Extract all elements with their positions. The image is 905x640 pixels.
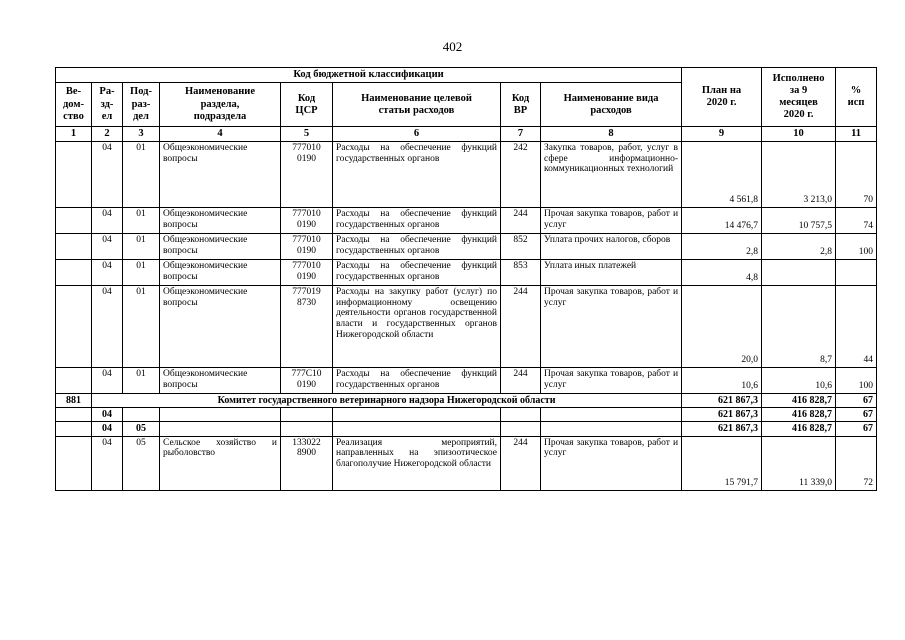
vr-code-cell xyxy=(501,422,541,436)
table-row xyxy=(56,286,877,368)
csr-code-cell: 777019 8730 xyxy=(281,286,333,368)
subsection-header: Под- раз- дел xyxy=(123,83,160,127)
expense-kind-cell: Закупка товаров, работ, услуг в сфере информационно-коммуникационных технологий xyxy=(541,142,682,208)
plan-cell: 621 867,3 xyxy=(682,422,762,436)
department-cell xyxy=(56,208,92,234)
section-name-cell: Общеэкономические вопросы xyxy=(160,208,281,234)
subsection-cell: 01 xyxy=(123,208,160,234)
subsection-cell: 01 xyxy=(123,234,160,260)
subsection-cell: 05 xyxy=(123,422,160,436)
vr-code-cell: 852 xyxy=(501,234,541,260)
target-item-cell xyxy=(333,408,501,422)
column-number: 7 xyxy=(501,127,541,142)
csr-code-cell xyxy=(281,422,333,436)
subsection-cell: 01 xyxy=(123,142,160,208)
executed-cell: 11 339,0 xyxy=(762,436,836,490)
expense-kind-cell xyxy=(541,408,682,422)
section-name-cell xyxy=(160,422,281,436)
executed-cell: 416 828,7 xyxy=(762,422,836,436)
executed-cell: 416 828,7 xyxy=(762,408,836,422)
section-cell: 04 xyxy=(92,436,123,490)
column-number: 1 xyxy=(56,127,92,142)
percent-cell: 67 xyxy=(836,422,877,436)
vr-code-cell: 244 xyxy=(501,208,541,234)
percent-cell: 67 xyxy=(836,408,877,422)
percent-cell: 70 xyxy=(836,142,877,208)
column-number: 9 xyxy=(682,127,762,142)
subsection-cell: 01 xyxy=(123,368,160,394)
target-item-cell: Расходы на обеспечение функций государственных органов xyxy=(333,234,501,260)
percent-cell xyxy=(836,260,877,286)
section-name-cell: Общеэкономические вопросы xyxy=(160,368,281,394)
expense-kind-header: Наименование вида расходов xyxy=(541,83,682,127)
column-numbers-row xyxy=(56,127,877,142)
expense-kind-cell: Прочая закупка товаров, работ и услуг xyxy=(541,436,682,490)
section-cell: 04 xyxy=(92,260,123,286)
column-number: 8 xyxy=(541,127,682,142)
vr-code-header: Код ВР xyxy=(501,83,541,127)
subsection-cell: 01 xyxy=(123,260,160,286)
department-cell xyxy=(56,234,92,260)
table-row xyxy=(56,234,877,260)
expense-kind-cell: Уплата прочих налогов, сборов xyxy=(541,234,682,260)
department-cell xyxy=(56,422,92,436)
vr-code-cell: 853 xyxy=(501,260,541,286)
section-name-cell: Общеэкономические вопросы xyxy=(160,260,281,286)
subsection-cell: 05 xyxy=(123,436,160,490)
department-cell xyxy=(56,260,92,286)
plan-cell: 20,0 xyxy=(682,286,762,368)
plan-2020-header: План на 2020 г. xyxy=(682,68,762,127)
csr-code-cell: 133022 8900 xyxy=(281,436,333,490)
section-cell: 04 xyxy=(92,422,123,436)
committee-row xyxy=(56,394,877,408)
csr-code-cell: 777010 0190 xyxy=(281,142,333,208)
section-cell: 04 xyxy=(92,408,123,422)
department-cell xyxy=(56,142,92,208)
plan-cell: 621 867,3 xyxy=(682,394,762,408)
department-header: Ве- дом- ство xyxy=(56,83,92,127)
csr-code-cell: 777С10 0190 xyxy=(281,368,333,394)
column-number: 5 xyxy=(281,127,333,142)
column-number: 2 xyxy=(92,127,123,142)
section-cell: 04 xyxy=(92,142,123,208)
target-item-cell: Расходы на обеспечение функций государственных органов xyxy=(333,260,501,286)
table-row xyxy=(56,436,877,490)
section-name-cell: Общеэкономические вопросы xyxy=(160,142,281,208)
csr-code-cell: 777010 0190 xyxy=(281,234,333,260)
plan-cell: 14 476,7 xyxy=(682,208,762,234)
budget-classification-header: Код бюджетной классификации xyxy=(56,68,682,83)
executed-cell: 10 757,5 xyxy=(762,208,836,234)
column-number: 10 xyxy=(762,127,836,142)
section-header: Ра- зд- ел xyxy=(92,83,123,127)
target-item-header: Наименование целевой статьи расходов xyxy=(333,83,501,127)
executed-cell: 3 213,0 xyxy=(762,142,836,208)
executed-cell: 8,7 xyxy=(762,286,836,368)
page-number: 402 xyxy=(442,39,463,54)
expense-kind-cell: Прочая закупка товаров, работ и услуг xyxy=(541,286,682,368)
plan-cell: 621 867,3 xyxy=(682,408,762,422)
column-number: 4 xyxy=(160,127,281,142)
section-name-cell: Общеэкономические вопросы xyxy=(160,234,281,260)
column-number: 11 xyxy=(836,127,877,142)
percent-cell: 67 xyxy=(836,394,877,408)
vr-code-cell: 244 xyxy=(501,286,541,368)
percent-header: % исп xyxy=(836,68,877,127)
executed-cell xyxy=(762,260,836,286)
expense-kind-cell: Уплата иных платежей xyxy=(541,260,682,286)
csr-code-cell: 777010 0190 xyxy=(281,260,333,286)
department-cell xyxy=(56,408,92,422)
subsection-cell xyxy=(123,408,160,422)
vr-code-cell: 242 xyxy=(501,142,541,208)
target-item-cell: Расходы на закупку работ (услуг) по информационному освещению деятельности органов государственной власти и государственных органов Нижегородской области xyxy=(333,286,501,368)
percent-cell: 44 xyxy=(836,286,877,368)
table-row xyxy=(56,142,877,208)
expense-kind-cell: Прочая закупка товаров, работ и услуг xyxy=(541,368,682,394)
target-item-cell: Реализация мероприятий, направленных на эпизоотическое благополучие Нижегородской области xyxy=(333,436,501,490)
percent-cell: 100 xyxy=(836,234,877,260)
section-cell: 04 xyxy=(92,368,123,394)
department-cell xyxy=(56,286,92,368)
vr-code-cell: 244 xyxy=(501,436,541,490)
percent-cell: 100 xyxy=(836,368,877,394)
plan-cell: 4,8 xyxy=(682,260,762,286)
department-code: 881 xyxy=(56,394,92,408)
section-subtotal-row xyxy=(56,408,877,422)
expense-kind-cell: Прочая закупка товаров, работ и услуг xyxy=(541,208,682,234)
committee-name: Комитет государственного ветеринарного надзора Нижегородской области xyxy=(92,394,682,408)
vr-code-cell xyxy=(501,408,541,422)
plan-cell: 15 791,7 xyxy=(682,436,762,490)
executed-cell: 416 828,7 xyxy=(762,394,836,408)
subsection-subtotal-row xyxy=(56,422,877,436)
csr-code-cell xyxy=(281,408,333,422)
section-name-cell xyxy=(160,408,281,422)
percent-cell: 72 xyxy=(836,436,877,490)
target-item-cell: Расходы на обеспечение функций государственных органов xyxy=(333,142,501,208)
table-row xyxy=(56,260,877,286)
budget-execution-table xyxy=(55,67,877,491)
department-cell xyxy=(56,368,92,394)
section-cell: 04 xyxy=(92,234,123,260)
department-cell xyxy=(56,436,92,490)
executed-cell: 2,8 xyxy=(762,234,836,260)
plan-cell: 4 561,8 xyxy=(682,142,762,208)
column-number: 3 xyxy=(123,127,160,142)
csr-code-cell: 777010 0190 xyxy=(281,208,333,234)
subsection-cell: 01 xyxy=(123,286,160,368)
csr-code-header: Код ЦСР xyxy=(281,83,333,127)
section-cell: 04 xyxy=(92,286,123,368)
plan-cell: 10,6 xyxy=(682,368,762,394)
section-name-header: Наименование раздела, подраздела xyxy=(160,83,281,127)
section-name-cell: Общеэкономические вопросы xyxy=(160,286,281,368)
column-number: 6 xyxy=(333,127,501,142)
executed-9-months-header: Исполнено за 9 месяцев 2020 г. xyxy=(762,68,836,127)
section-cell: 04 xyxy=(92,208,123,234)
target-item-cell: Расходы на обеспечение функций государственных органов xyxy=(333,208,501,234)
section-name-cell: Сельское хозяйство и рыболовство xyxy=(160,436,281,490)
vr-code-cell: 244 xyxy=(501,368,541,394)
percent-cell: 74 xyxy=(836,208,877,234)
table-row xyxy=(56,208,877,234)
plan-cell: 2,8 xyxy=(682,234,762,260)
target-item-cell xyxy=(333,422,501,436)
target-item-cell: Расходы на обеспечение функций государственных органов xyxy=(333,368,501,394)
expense-kind-cell xyxy=(541,422,682,436)
executed-cell: 10,6 xyxy=(762,368,836,394)
table-row xyxy=(56,368,877,394)
